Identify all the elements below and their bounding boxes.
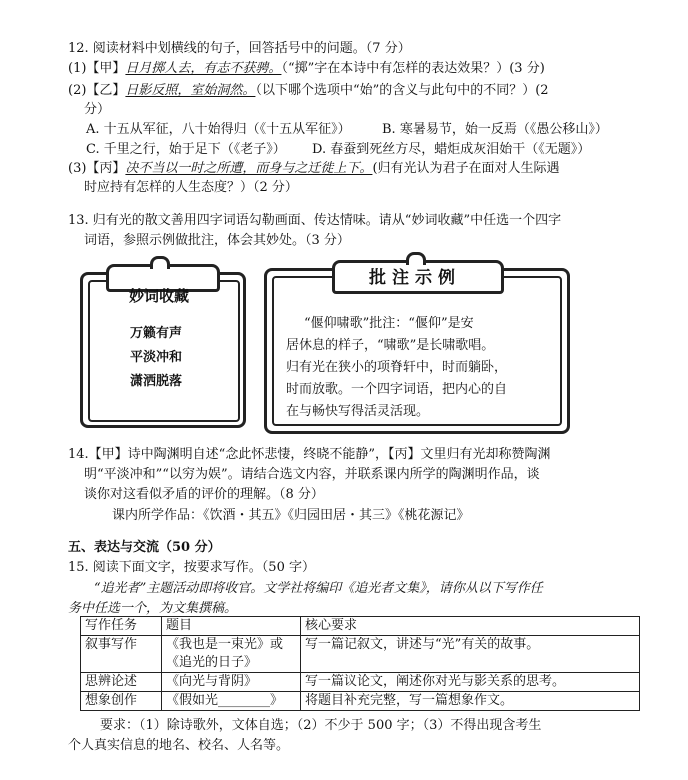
title-cell: 《向光与背阴》 [162, 673, 301, 692]
q14-line3: 谈你对这看似矛盾的评价的理解。（8 分） [84, 487, 324, 502]
table-header-cell: 核心要求 [301, 617, 640, 636]
table-row [81, 692, 640, 711]
q15-intro-line1: “追光者”主题活动即将收官。文学社将编印《追光者文集》，请你从以下写作任 [94, 581, 543, 596]
q12-sub3-cont: 时应持有怎样的人生态度？）（2 分） [84, 180, 298, 195]
table-header-cell: 写作任务 [81, 617, 162, 636]
q12-sub3-prefix: (3)【丙】 [68, 161, 126, 176]
q14-line2: 明“平淡冲和”“以穷为娱”。请结合选文内容，并联系课内所学的陶渊明作品，谈 [84, 467, 540, 482]
task-cell: 叙事写作 [81, 636, 162, 673]
q13-line1: 13. 归有光的散文善用四字词语勾勒画面、传达情味。请从“妙词收藏”中任选一个四字 [68, 213, 562, 228]
q12-option-a: A. 十五从军征，八十始得归（《十五从军征》） [86, 122, 351, 137]
q12-option-d: D. 春蚕到死丝方尽，蜡炬成灰泪始干（《无题》） [312, 142, 591, 157]
word-item: 平淡冲和 [130, 350, 183, 365]
q12-sub1-ask: （“掷”字在本诗中有怎样的表达效果？）(3 分) [281, 61, 545, 76]
example-line: 时而放歌。一个四字词语，把内心的自 [286, 382, 508, 397]
q12-sub1 [68, 60, 545, 78]
example-line: “偃仰啸歌”批注：“偃仰”是安 [304, 316, 474, 331]
q15-stem: 15. 阅读下面文字，按要求写作。（50 字） [68, 560, 315, 575]
q12-sub3 [68, 160, 560, 178]
q13-line2: 词语，参照示例做批注，体会其妙处。（3 分） [84, 233, 350, 248]
q12-sub2 [68, 82, 549, 100]
q12-sub1-quote: 日月掷人去，有志不获骋。 [125, 61, 282, 76]
q14-line1: 14.【甲】诗中陶渊明自述“念此怀悲悽，终晓不能静”，【丙】文里归有光却称赞陶渊 [68, 447, 551, 462]
word-item: 万籁有声 [130, 326, 183, 341]
title-cell: 《假如光________》 [162, 692, 301, 711]
q15-requirements-line2: 个人真实信息的地名、校名、人名等。 [68, 738, 290, 753]
word-item: 潇洒脱落 [130, 374, 183, 389]
q12-sub3-ask: (归有光认为君子在面对人生际遇 [372, 161, 560, 176]
title-cell [162, 636, 301, 673]
title-line: 《我也是一束光》或 [166, 637, 284, 652]
title-line: 《追光的日子》 [166, 655, 258, 670]
q12-stem: 12. 阅读材料中划横线的句子，回答括号中的问题。（7 分） [68, 41, 411, 56]
section-heading: 五、表达与交流（50 分） [68, 540, 221, 555]
q15-requirements-line1: 要求：（1）除诗歌外，文体自选；（2）不少于 500 字；（3）不得出现含考生 [100, 718, 542, 733]
task-cell: 想象创作 [81, 692, 162, 711]
q12-sub1-prefix: (1)【甲】 [68, 61, 126, 76]
table-header-cell: 题目 [162, 617, 301, 636]
q12-sub2-ask: （以下哪个选项中“始”的含义与此句中的不同？）(2 [255, 83, 549, 98]
q14-line4: 课内所学作品：《饮酒・其五》《归园田居・其三》《桃花源记》 [112, 508, 470, 523]
requirement-cell: 将题目补充完整，写一篇想象作文。 [301, 692, 640, 711]
example-line: 居休息的样子，“啸歌”是长啸歌唱。 [286, 338, 495, 353]
requirement-cell: 写一篇记叙文，讲述与“光”有关的故事。 [301, 636, 640, 673]
q12-option-c: C. 千里之行，始于足下（《老子》） [86, 142, 286, 157]
table-header-row [81, 617, 640, 636]
clipboard-right-title: 批注示例 [369, 268, 461, 288]
task-cell: 思辨论述 [81, 673, 162, 692]
table-row [81, 636, 640, 673]
clipboard-left-title: 妙词收藏 [128, 287, 189, 305]
table-row [81, 673, 640, 692]
q15-intro-line2: 务中任选一个，为文集撰稿。 [68, 601, 238, 616]
q12-option-b: B. 寒暑易节，始一反焉（《愚公移山》） [382, 122, 608, 137]
example-line: 归有光在狭小的项脊轩中，时而躺卧， [286, 360, 508, 375]
q12-sub2-quote: 日影反照，室始洞然。 [125, 83, 256, 98]
q12-sub2-prefix: (2)【乙】 [68, 83, 126, 98]
requirement-cell: 写一篇议论文，阐述你对光与影关系的思考。 [301, 673, 640, 692]
q12-sub2-cont: 分） [84, 102, 111, 117]
q12-sub3-quote: 决不当以一时之所遭，而身与之迁徙上下。 [125, 161, 373, 176]
example-line: 在与畅快写得活灵活现。 [286, 404, 430, 419]
writing-task-table [80, 616, 640, 711]
